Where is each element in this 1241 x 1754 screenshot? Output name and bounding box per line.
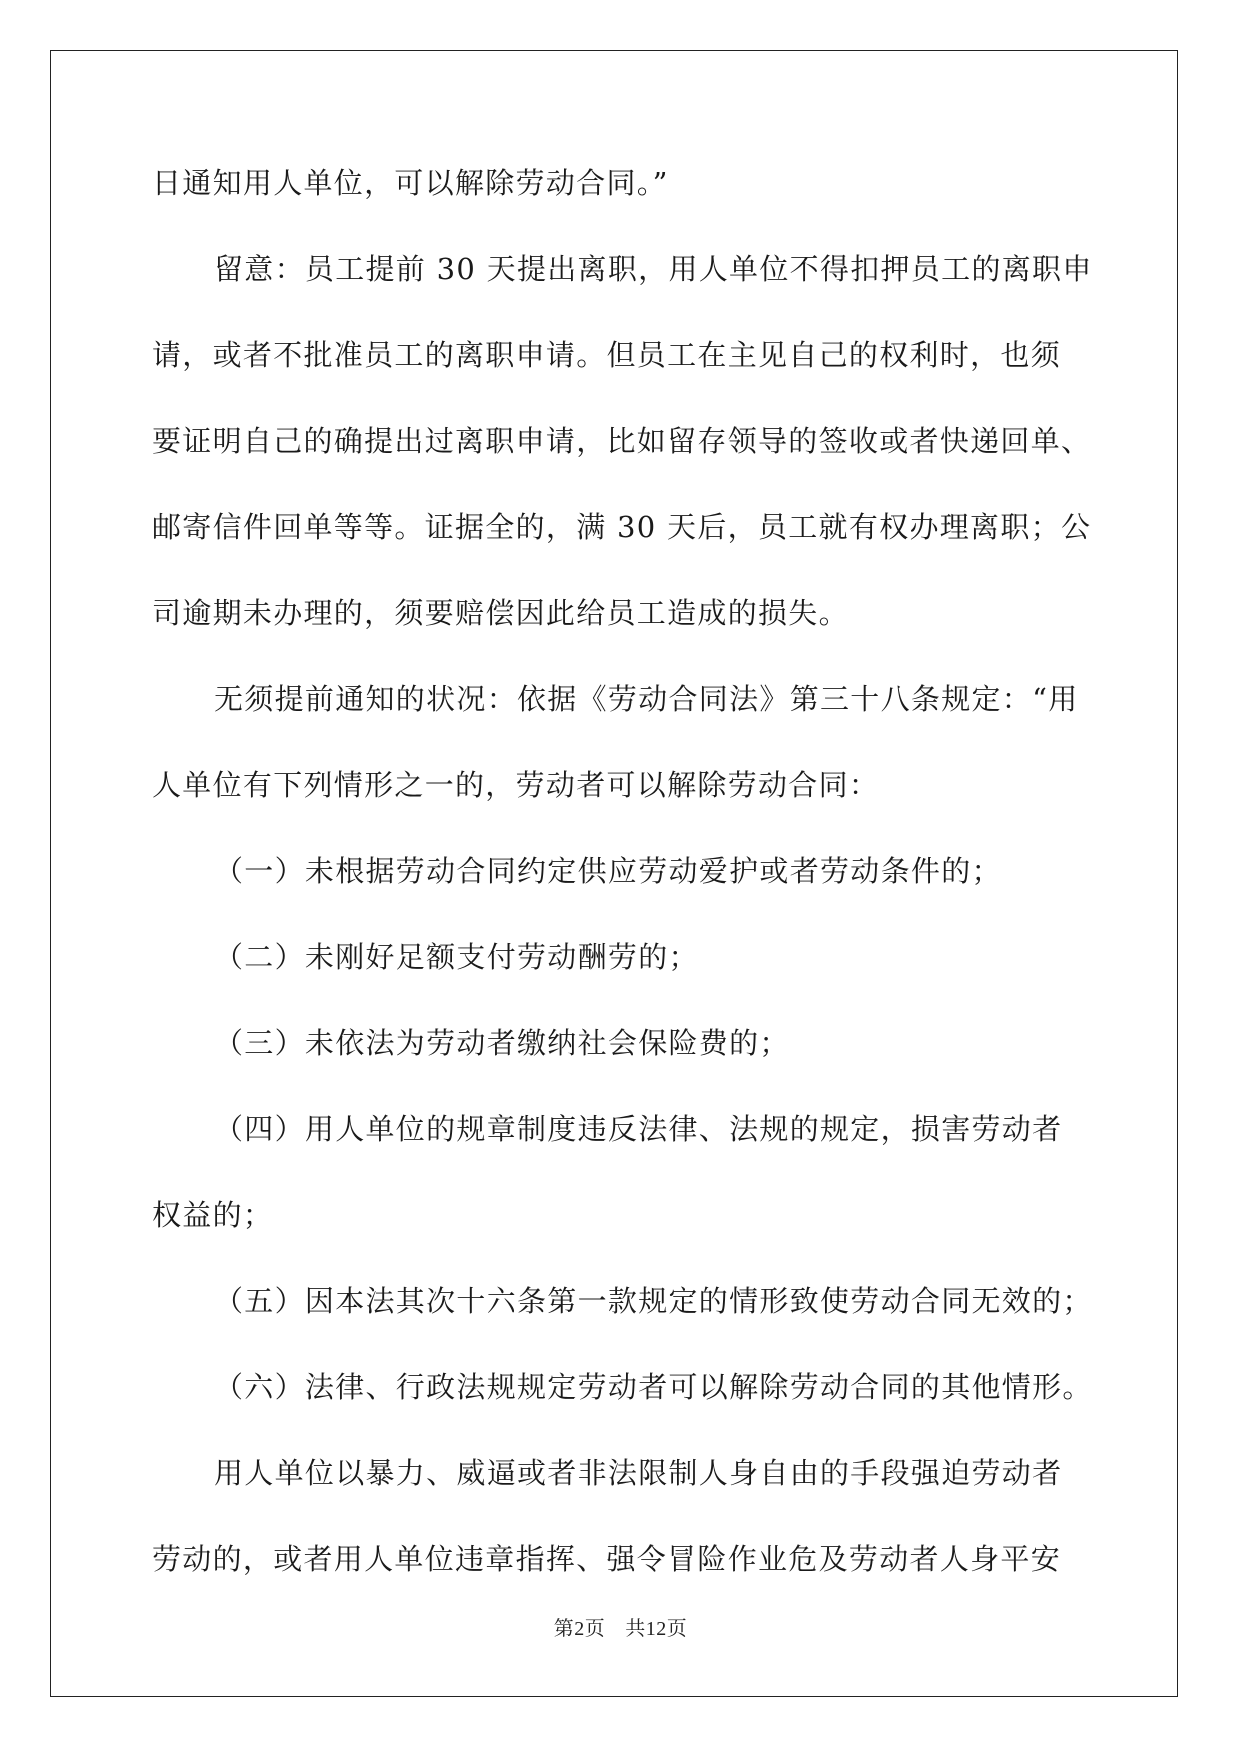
text-line: 邮寄信件回单等等。证据全的，满 30 天后，员工就有权办理离职；公	[152, 510, 1092, 544]
text-line: 用人单位以暴力、威逼或者非法限制人身自由的手段强迫劳动者	[214, 1456, 1063, 1490]
text-line: 无须提前通知的状况：依据《劳动合同法》第三十八条规定：“用	[214, 682, 1079, 716]
text-line: 请，或者不批准员工的离职申请。但员工在主见自己的权利时，也须	[152, 338, 1062, 372]
page-number: 第2页	[553, 1618, 606, 1640]
text-line: （六）法律、行政法规规定劳动者可以解除劳动合同的其他情形。	[214, 1370, 1093, 1404]
text-line: 司逾期未办理的，须要赔偿因此给员工造成的损失。	[152, 596, 849, 630]
text-line: （五）因本法其次十六条第一款规定的情形致使劳动合同无效的；	[214, 1284, 1093, 1318]
text-line: （四）用人单位的规章制度违反法律、法规的规定，损害劳动者	[214, 1112, 1063, 1146]
text-line: （二）未刚好足额支付劳动酬劳的；	[214, 940, 699, 974]
document-body	[152, 140, 1093, 1602]
text-line: 日通知用人单位，可以解除劳动合同。”	[152, 166, 669, 200]
text-line: 人单位有下列情形之一的，劳动者可以解除劳动合同：	[152, 768, 880, 802]
page-total: 共12页	[625, 1618, 688, 1640]
text-line: （三）未依法为劳动者缴纳社会保险费的；	[214, 1026, 790, 1060]
text-line: 劳动的，或者用人单位违章指挥、强令冒险作业危及劳动者人身平安	[152, 1542, 1062, 1576]
text-line: 要证明自己的确提出过离职申请，比如留存领导的签收或者快递回单、	[152, 424, 1092, 458]
text-line: 留意：员工提前 30 天提出离职，用人单位不得扣押员工的离职申	[214, 252, 1093, 286]
page-footer	[0, 1612, 1241, 1641]
text-line: 权益的；	[152, 1198, 274, 1232]
text-line: （一）未根据劳动合同约定供应劳动爱护或者劳动条件的；	[214, 854, 1002, 888]
